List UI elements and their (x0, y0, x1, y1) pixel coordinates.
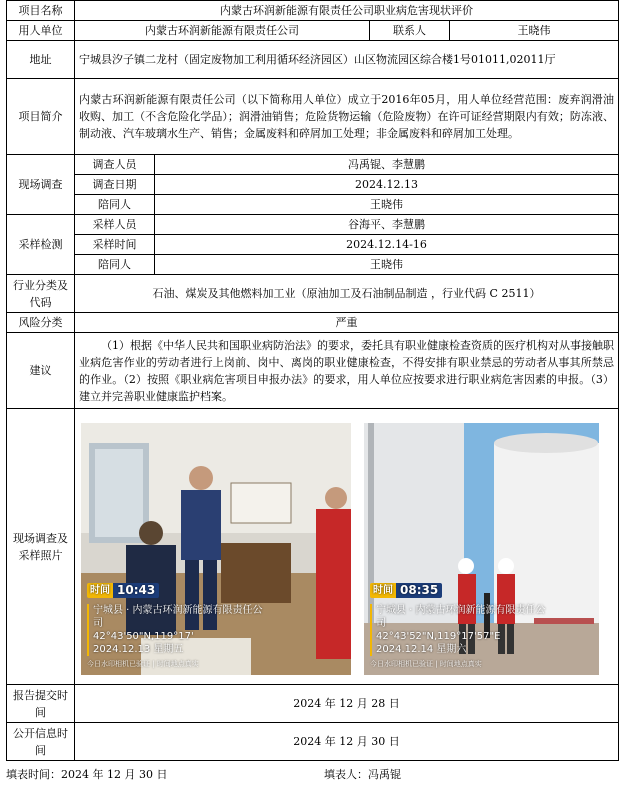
summary-label: 项目简介 (7, 79, 75, 155)
samplers-label: 采样人员 (75, 215, 155, 235)
photo1-location: 宁城县 · 内蒙古环润新能源有限责任公 (93, 605, 263, 616)
address-label: 地址 (7, 41, 75, 79)
address-value: 宁城县汐子镇二龙村（固定废物加工利用循环经济园区）山区物流园区综合楼1号01011,02011厅 (75, 41, 619, 79)
sampling-photo (364, 423, 599, 675)
survey-escort-value: 王晓伟 (155, 195, 619, 215)
sampling-escort-label: 陪同人 (75, 255, 155, 275)
photo1-coords: 42°43'50"N,119°17' (93, 631, 194, 642)
photo1-watermark (81, 579, 351, 675)
survey-date-label: 调查日期 (75, 175, 155, 195)
photo1-verify: 今日水印相机已验证 | 时间地点真实 (87, 660, 199, 668)
industry-label: 行业分类及代码 (7, 275, 75, 313)
photo1-location-2: 司 (93, 618, 103, 629)
industry-value: 石油、煤炭及其他燃料加工业（原油加工及石油制品制造 ，行业代码 C 2511） (75, 275, 619, 313)
survey-escort-label: 陪同人 (75, 195, 155, 215)
photo1-time: 10:43 (113, 583, 159, 598)
photo2-date: 2024.12.14 星期六 (376, 644, 467, 655)
site-survey-label: 现场调查 (7, 155, 75, 215)
contact-label: 联系人 (370, 21, 450, 41)
photo1-time-key: 时间 (87, 583, 113, 598)
photo1-date: 2024.12.13 星期五 (93, 644, 184, 655)
photos-cell (75, 409, 619, 685)
risk-label: 风险分类 (7, 313, 75, 333)
survey-date-value: 2024.12.13 (155, 175, 619, 195)
sampling-escort-value: 王晓伟 (155, 255, 619, 275)
advice-value: （1）根据《中华人民共和国职业病防治法》的要求，委托具有职业健康检查资质的医疗机构对从事接触职业病危害作业的劳动者进行上岗前、岗中、离岗的职业健康检查，不得安排有职业禁忌的劳动者从事其所禁忌的作业。（2）按照《职业病危害项目申报办法》的要求，用人单位应按要求进行职业病危害因素的申报。（3）建立并完善职业健康监护档案。 (75, 333, 619, 409)
advice-label: 建议 (7, 333, 75, 409)
project-name-value: 内蒙古环润新能源有限责任公司职业病危害现状评价 (75, 1, 619, 21)
sampling-label: 采样检测 (7, 215, 75, 275)
photo2-location-2: 司 (376, 618, 386, 629)
photo2-time: 08:35 (396, 583, 442, 598)
report-submit-value: 2024 年 12 月 28 日 (75, 685, 619, 723)
contact-value: 王晓伟 (450, 21, 619, 41)
report-submit-label: 报告提交时间 (7, 685, 75, 723)
disclosure-form (6, 0, 619, 761)
sampling-time-value: 2024.12.14-16 (155, 235, 619, 255)
publish-label: 公开信息时间 (7, 723, 75, 761)
photos-label: 现场调查及采样照片 (7, 409, 75, 685)
investigators-label: 调查人员 (75, 155, 155, 175)
fill-time: 填表时间：2024 年 12 月 30 日 (6, 768, 168, 781)
summary-value: 内蒙古环润新能源有限责任公司（以下简称用人单位）成立于2016年05月，用人单位经营范围：废弃润滑油收购、加工（不含危险化学品）；润滑油销售；危险货物运输（危险废物）在许可证经营期限内有效；防冻液、制动液、汽车玻璃水生产、销售；金属废料和碎屑加工处理；非金属废料和碎屑加工处理。 (75, 79, 619, 155)
photo2-watermark (364, 579, 599, 675)
employer-label: 用人单位 (7, 21, 75, 41)
risk-value: 严重 (75, 313, 619, 333)
employer-value: 内蒙古环润新能源有限责任公司 (75, 21, 370, 41)
sampling-time-label: 采样时间 (75, 235, 155, 255)
photo2-time-key: 时间 (370, 583, 396, 598)
photo2-coords: 42°43'52"N,119°17'57"E (376, 631, 501, 642)
photo2-location: 宁城县 · 内蒙古环润新能源有限责任公 (376, 605, 546, 616)
publish-value: 2024 年 12 月 30 日 (75, 723, 619, 761)
samplers-value: 谷海平、李慧鹏 (155, 215, 619, 235)
filler: 填表人：冯禹锟 (324, 768, 401, 781)
investigators-value: 冯禹锟、李慧鹏 (155, 155, 619, 175)
photo2-verify: 今日水印相机已验证 | 时间地点真实 (370, 660, 482, 668)
project-name-label: 项目名称 (7, 1, 75, 21)
site-survey-photo (81, 423, 351, 675)
